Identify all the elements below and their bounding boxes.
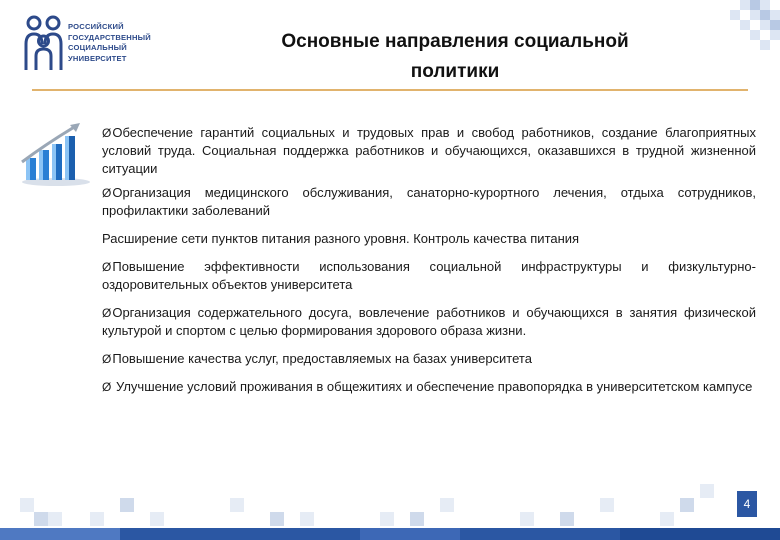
list-item [102, 378, 756, 396]
list-item [102, 230, 756, 248]
arrow-bullet-icon: Ø [102, 126, 112, 140]
list-item [102, 124, 756, 178]
list-item [102, 258, 756, 294]
university-logo [22, 14, 172, 76]
bottom-color-bar [0, 528, 780, 540]
list-item [102, 184, 756, 220]
title-divider [32, 89, 748, 91]
list-item-text: Повышение качества услуг, предоставляемых на базах университета [112, 351, 532, 366]
title-line-1: Основные направления социальной [281, 31, 629, 52]
list-item-text: Организация содержательного досуга, вовлечение работников и обучающихся в занятия физической культурой и спортом с целью формирования здорового образа жизни. [102, 305, 756, 338]
title-line-2: политики [410, 61, 500, 82]
decorative-pixel-pattern-top [700, 0, 780, 60]
page-title [200, 27, 710, 87]
logo-line-3: СОЦИАЛЬНЫЙ [68, 43, 127, 52]
page-number-badge: 4 [737, 491, 757, 517]
list-item-text: Повышение эффективности использования социальной инфраструктуры и физкультурно-оздоровительных объектов университета [102, 259, 756, 292]
arrow-bullet-icon: Ø [102, 186, 112, 200]
arrow-bullet-icon: Ø [102, 352, 112, 366]
logo-line-2: ГОСУДАРСТВЕННЫЙ [68, 32, 151, 42]
logo-line-4: УНИВЕРСИТЕТ [68, 53, 127, 63]
decorative-pixel-pattern-bottom [0, 468, 780, 528]
list-item [102, 350, 756, 368]
list-item-text: Обеспечение гарантий социальных и трудовых прав и свобод работников, создание благоприятных условий труда. Социальная поддержка работников и обучающихся, оказавшихся в трудной жизненной ситуации [102, 125, 756, 176]
list-item-text: Улучшение условий проживания в общежитиях и обеспечение правопорядка в университетском кампусе [112, 379, 753, 394]
list-item-text: Организация медицинского обслуживания, санаторно-курортного лечения, отдыха сотрудников, профилактики заболеваний [102, 185, 756, 218]
list-item-text: Расширение сети пунктов питания разного уровня. Контроль качества питания [102, 231, 580, 246]
logo-line-1: РОССИЙСКИЙ [68, 22, 124, 31]
policy-list [102, 124, 756, 396]
arrow-bullet-icon: Ø [102, 306, 112, 320]
arrow-bullet-icon: Ø [102, 260, 112, 274]
arrow-bullet-icon: Ø [102, 380, 112, 394]
growth-chart-icon [16, 122, 96, 188]
people-logo-icon [22, 14, 66, 72]
list-item [102, 304, 756, 340]
